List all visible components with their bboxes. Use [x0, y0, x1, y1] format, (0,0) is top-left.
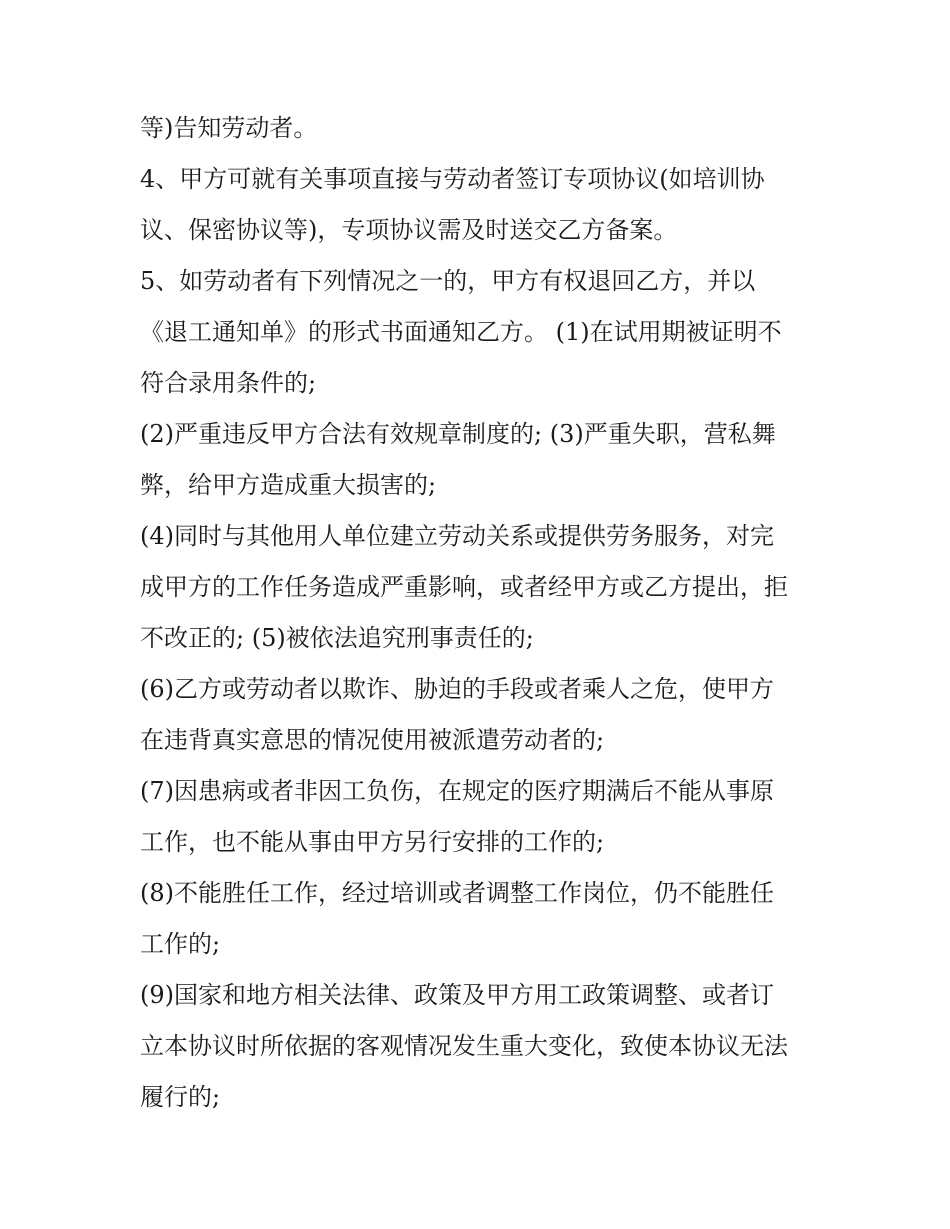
text-line: (7)因患病或者非因工负伤，在规定的医疗期满后不能从事原	[140, 777, 774, 805]
document-body	[140, 103, 820, 1123]
text-line: (9)国家和地方相关法律、政策及甲方用工政策调整、或者订	[140, 981, 774, 1009]
text-line: (2)严重违反甲方合法有效规章制度的; (3)严重失职，营私舞	[140, 420, 776, 448]
text-line: 不改正的; (5)被依法追究刑事责任的;	[140, 624, 534, 652]
text-line: 符合录用条件的;	[140, 369, 317, 397]
text-line: 在违背真实意思的情况使用被派遣劳动者的;	[140, 726, 605, 754]
text-line: 5、如劳动者有下列情况之一的，甲方有权退回乙方，并以	[140, 267, 756, 295]
text-line: 工作的;	[140, 930, 221, 958]
text-line: 立本协议时所依据的客观情况发生重大变化，致使本协议无法	[140, 1032, 788, 1060]
text-line: 议、保密协议等)，专项协议需及时送交乙方备案。	[140, 216, 678, 244]
text-line: 成甲方的工作任务造成严重影响，或者经甲方或乙方提出，拒	[140, 573, 788, 601]
text-line: 4、甲方可就有关事项直接与劳动者签订专项协议(如培训协	[140, 165, 765, 193]
text-line: (4)同时与其他用人单位建立劳动关系或提供劳务服务，对完	[140, 522, 774, 550]
text-line: 《退工通知单》的形式书面通知乙方。 (1)在试用期被证明不	[140, 318, 782, 346]
text-line: 弊，给甲方造成重大损害的;	[140, 471, 437, 499]
text-line: 等)告知劳动者。	[140, 114, 318, 142]
text-line: 工作，也不能从事由甲方另行安排的工作的;	[140, 828, 605, 856]
text-line: (6)乙方或劳动者以欺诈、胁迫的手段或者乘人之危，使甲方	[140, 675, 774, 703]
text-line: (8)不能胜任工作，经过培训或者调整工作岗位，仍不能胜任	[140, 879, 774, 907]
text-line: 履行的;	[140, 1083, 221, 1111]
